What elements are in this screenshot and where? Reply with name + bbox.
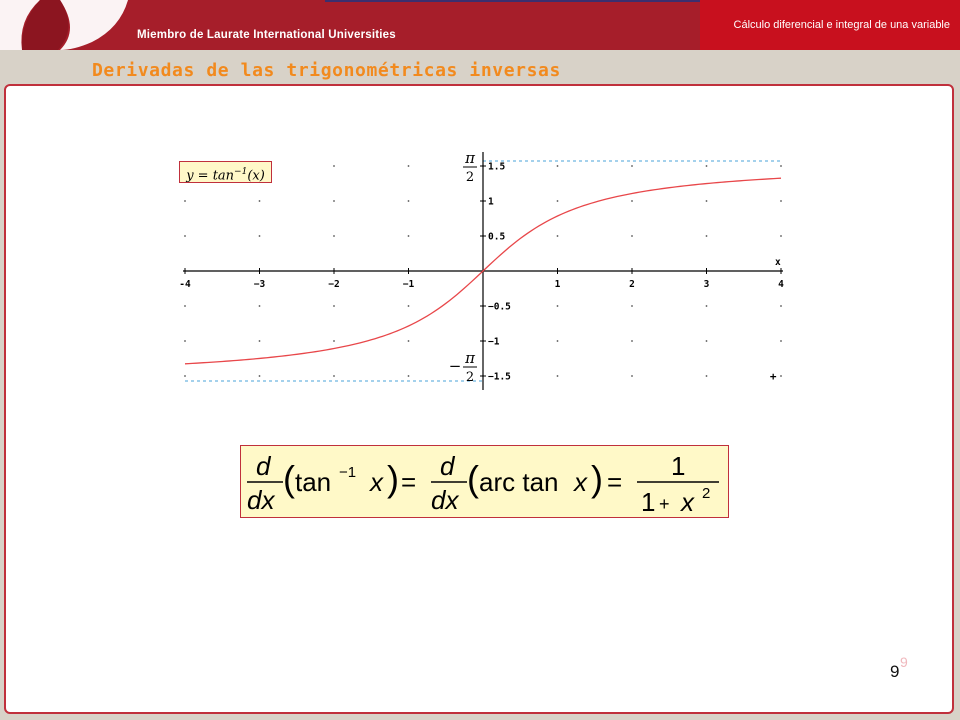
graph-label-suffix: (x): [247, 168, 265, 184]
grid-dot: [333, 340, 335, 342]
grid-dot: [259, 375, 261, 377]
grid-dot: [780, 340, 782, 342]
grid-dot: [706, 375, 708, 377]
y-tick-label: −0.5: [488, 301, 511, 313]
formula-plus: +: [659, 494, 670, 514]
formula-tan: tan: [295, 467, 332, 497]
grid-dot: [557, 340, 559, 342]
x-tick-label: 2: [629, 279, 635, 290]
x-tick-label: −3: [253, 279, 266, 290]
grid-dot: [408, 375, 410, 377]
paren-open-1: (: [283, 458, 295, 499]
grid-dot: [706, 200, 708, 202]
grid-dot: [780, 165, 782, 167]
grid-dot: [184, 375, 186, 377]
grid-dot: [706, 165, 708, 167]
formula-equals-1: =: [401, 467, 417, 497]
grid-dot: [333, 165, 335, 167]
grid-dot: [706, 305, 708, 307]
grid-dot: [631, 375, 633, 377]
formula-equals-2: =: [607, 467, 623, 497]
grid-dot: [184, 340, 186, 342]
graph-label-prefix: y = tan: [186, 168, 235, 184]
grid-dot: [259, 235, 261, 237]
page-number-ghost: 9: [900, 654, 908, 670]
grid-dot: [631, 200, 633, 202]
grid-dot: [631, 340, 633, 342]
grid-dot: [557, 375, 559, 377]
grid-dot: [408, 200, 410, 202]
grid-dot: [557, 200, 559, 202]
paren-close-2: ): [591, 458, 603, 499]
grid-dot: [780, 305, 782, 307]
grid-dot: [557, 165, 559, 167]
formula-numerator: 1: [671, 451, 686, 481]
grid-dot: [259, 200, 261, 202]
grid-dot: [184, 235, 186, 237]
grid-dot: [780, 235, 782, 237]
pi-upper-numerator: π: [465, 150, 475, 167]
grid-dot: [408, 165, 410, 167]
x-tick-label: 4: [778, 279, 784, 290]
banner-top-rule: [325, 0, 700, 2]
y-tick-label: −1: [488, 336, 500, 348]
x-tick-label: -4: [179, 279, 191, 290]
grid-dot: [557, 305, 559, 307]
pi-upper-denominator: 2: [465, 170, 475, 185]
derivative-formula: [241, 446, 730, 519]
formula-d-1: d: [256, 451, 271, 481]
plus-marker: +: [769, 370, 777, 383]
formula-x-3: x: [681, 487, 694, 517]
y-tick-label: 1: [488, 196, 494, 208]
grid-dot: [408, 235, 410, 237]
paren-close-1: ): [387, 458, 399, 499]
university-logo: [0, 0, 135, 50]
formula-x-1: x: [370, 467, 383, 497]
banner-tagline: Miembro de Laurate International Universities: [137, 29, 396, 41]
grid-dot: [706, 235, 708, 237]
x-tick-label: −2: [328, 279, 340, 290]
derivative-formula-box: [240, 445, 729, 518]
course-title-box: [700, 0, 960, 50]
y-tick-label: 0.5: [488, 231, 506, 243]
x-tick-label: 3: [703, 279, 710, 290]
y-tick-label: −1.5: [488, 371, 511, 383]
paren-open-2: (: [467, 458, 479, 499]
formula-denominator-one: 1: [641, 487, 656, 517]
formula-x-2: x: [574, 467, 587, 497]
graph-function-label: [179, 161, 272, 183]
grid-dot: [631, 305, 633, 307]
grid-dot: [706, 340, 708, 342]
header-banner: [0, 0, 960, 50]
graph-label-exponent: −1: [234, 167, 248, 177]
x-tick-label: 1: [554, 279, 561, 290]
formula-dx-1: dx: [247, 485, 275, 515]
grid-dot: [333, 235, 335, 237]
grid-dot: [780, 375, 782, 377]
pi-lower-minus: −: [448, 357, 462, 375]
x-axis-label: x: [775, 257, 781, 268]
grid-dot: [408, 340, 410, 342]
pi-lower-denominator: 2: [465, 370, 475, 385]
formula-square-exp: 2: [702, 485, 711, 502]
grid-dot: [184, 200, 186, 202]
course-title: Cálculo diferencial e integral de una variable: [733, 19, 950, 31]
formula-arctan: arc tan: [479, 467, 559, 497]
grid-dot: [557, 235, 559, 237]
grid-dot: [259, 340, 261, 342]
grid-dot: [333, 375, 335, 377]
grid-dot: [631, 235, 633, 237]
grid-dot: [631, 165, 633, 167]
grid-dot: [333, 200, 335, 202]
x-tick-label: −1: [402, 279, 415, 290]
grid-dot: [184, 305, 186, 307]
grid-dot: [259, 305, 261, 307]
grid-dot: [408, 305, 410, 307]
grid-dot: [780, 200, 782, 202]
y-tick-label: 1.5: [488, 161, 506, 173]
formula-dx-2: dx: [431, 485, 459, 515]
page-number: 9: [890, 662, 900, 681]
formula-inverse-exp: −1: [339, 464, 357, 481]
pi-lower-numerator: π: [465, 349, 475, 367]
grid-dot: [333, 305, 335, 307]
formula-d-2: d: [440, 451, 455, 481]
slide-title: Derivadas de las trigonométricas inversas: [92, 60, 561, 81]
arctan-graph: [178, 150, 790, 396]
